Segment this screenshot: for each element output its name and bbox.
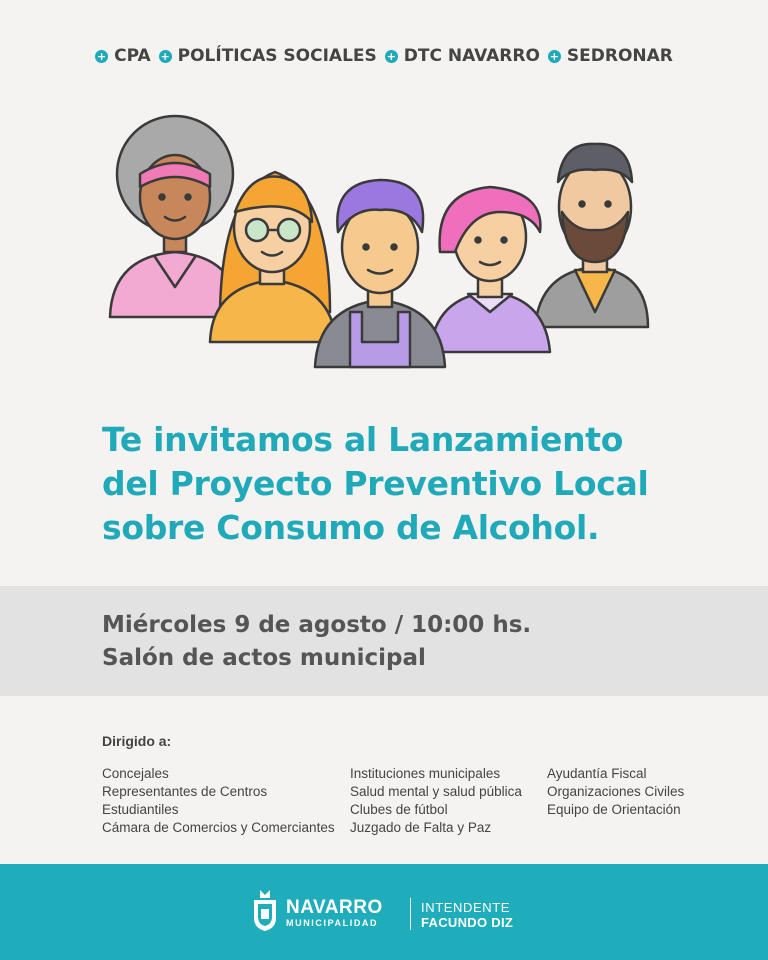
organizers-bar <box>0 46 768 66</box>
headline-line: Te invitamos al Lanzamiento <box>102 420 624 459</box>
headline-line: sobre Consumo de Alcohol. <box>102 508 600 547</box>
organizer-tag <box>159 46 377 66</box>
brand-name: NAVARRO <box>286 897 383 918</box>
organizer-label: SEDRONAR <box>566 46 673 66</box>
organizer-tag <box>385 46 540 66</box>
event-venue: Salón de actos municipal <box>102 645 426 671</box>
organizer-label: CPA <box>114 46 151 66</box>
audience-item: Juzgado de Falta y Paz <box>350 820 492 835</box>
audience-item: Instituciones municipales <box>350 766 501 781</box>
audience-column <box>350 765 522 837</box>
mayor-credit <box>421 900 513 930</box>
footer-divider <box>410 898 411 930</box>
plus-icon: + <box>386 49 396 63</box>
audience-column <box>547 765 684 819</box>
footer-banner <box>0 864 768 960</box>
plus-icon: + <box>96 49 107 63</box>
person-illustration <box>430 187 550 352</box>
organizer-tag <box>548 46 673 66</box>
plus-icon: + <box>549 49 560 63</box>
person-illustration <box>535 144 648 327</box>
audience-item: Clubes de fútbol <box>350 802 448 817</box>
plus-icon: + <box>160 49 170 63</box>
audience-item: Equipo de Orientación <box>547 802 681 817</box>
audience-item: Cámara de Comercios y Comerciantes <box>102 820 335 835</box>
headline <box>102 418 722 550</box>
audience-title: Dirigido a: <box>102 733 172 749</box>
organizer-label: DTC NAVARRO <box>403 46 540 66</box>
people-illustration <box>100 112 660 382</box>
audience-item: Concejales <box>102 766 169 781</box>
event-datetime: Miércoles 9 de agosto / 10:00 hs. <box>102 612 532 638</box>
audience-item: Estudiantiles <box>102 802 179 817</box>
mayor-name: FACUNDO DIZ <box>421 915 514 930</box>
audience-column <box>102 765 335 837</box>
audience-item: Representantes de Centros <box>102 784 268 799</box>
brand-subtitle: MUNICIPALIDAD <box>286 918 379 928</box>
audience-item: Organizaciones Civiles <box>547 784 685 799</box>
event-details <box>0 586 768 696</box>
audience-item: Salud mental y salud pública <box>350 784 522 799</box>
audience-item: Ayudantía Fiscal <box>547 766 647 781</box>
organizer-tag <box>95 46 151 66</box>
municipal-shield-icon <box>252 888 278 932</box>
organizer-label: POLÍTICAS SOCIALES <box>177 46 377 66</box>
municipality-logo <box>286 898 383 929</box>
headline-line: del Proyecto Preventivo Local <box>102 464 649 503</box>
person-illustration <box>315 180 445 367</box>
mayor-role: INTENDENTE <box>421 900 511 915</box>
